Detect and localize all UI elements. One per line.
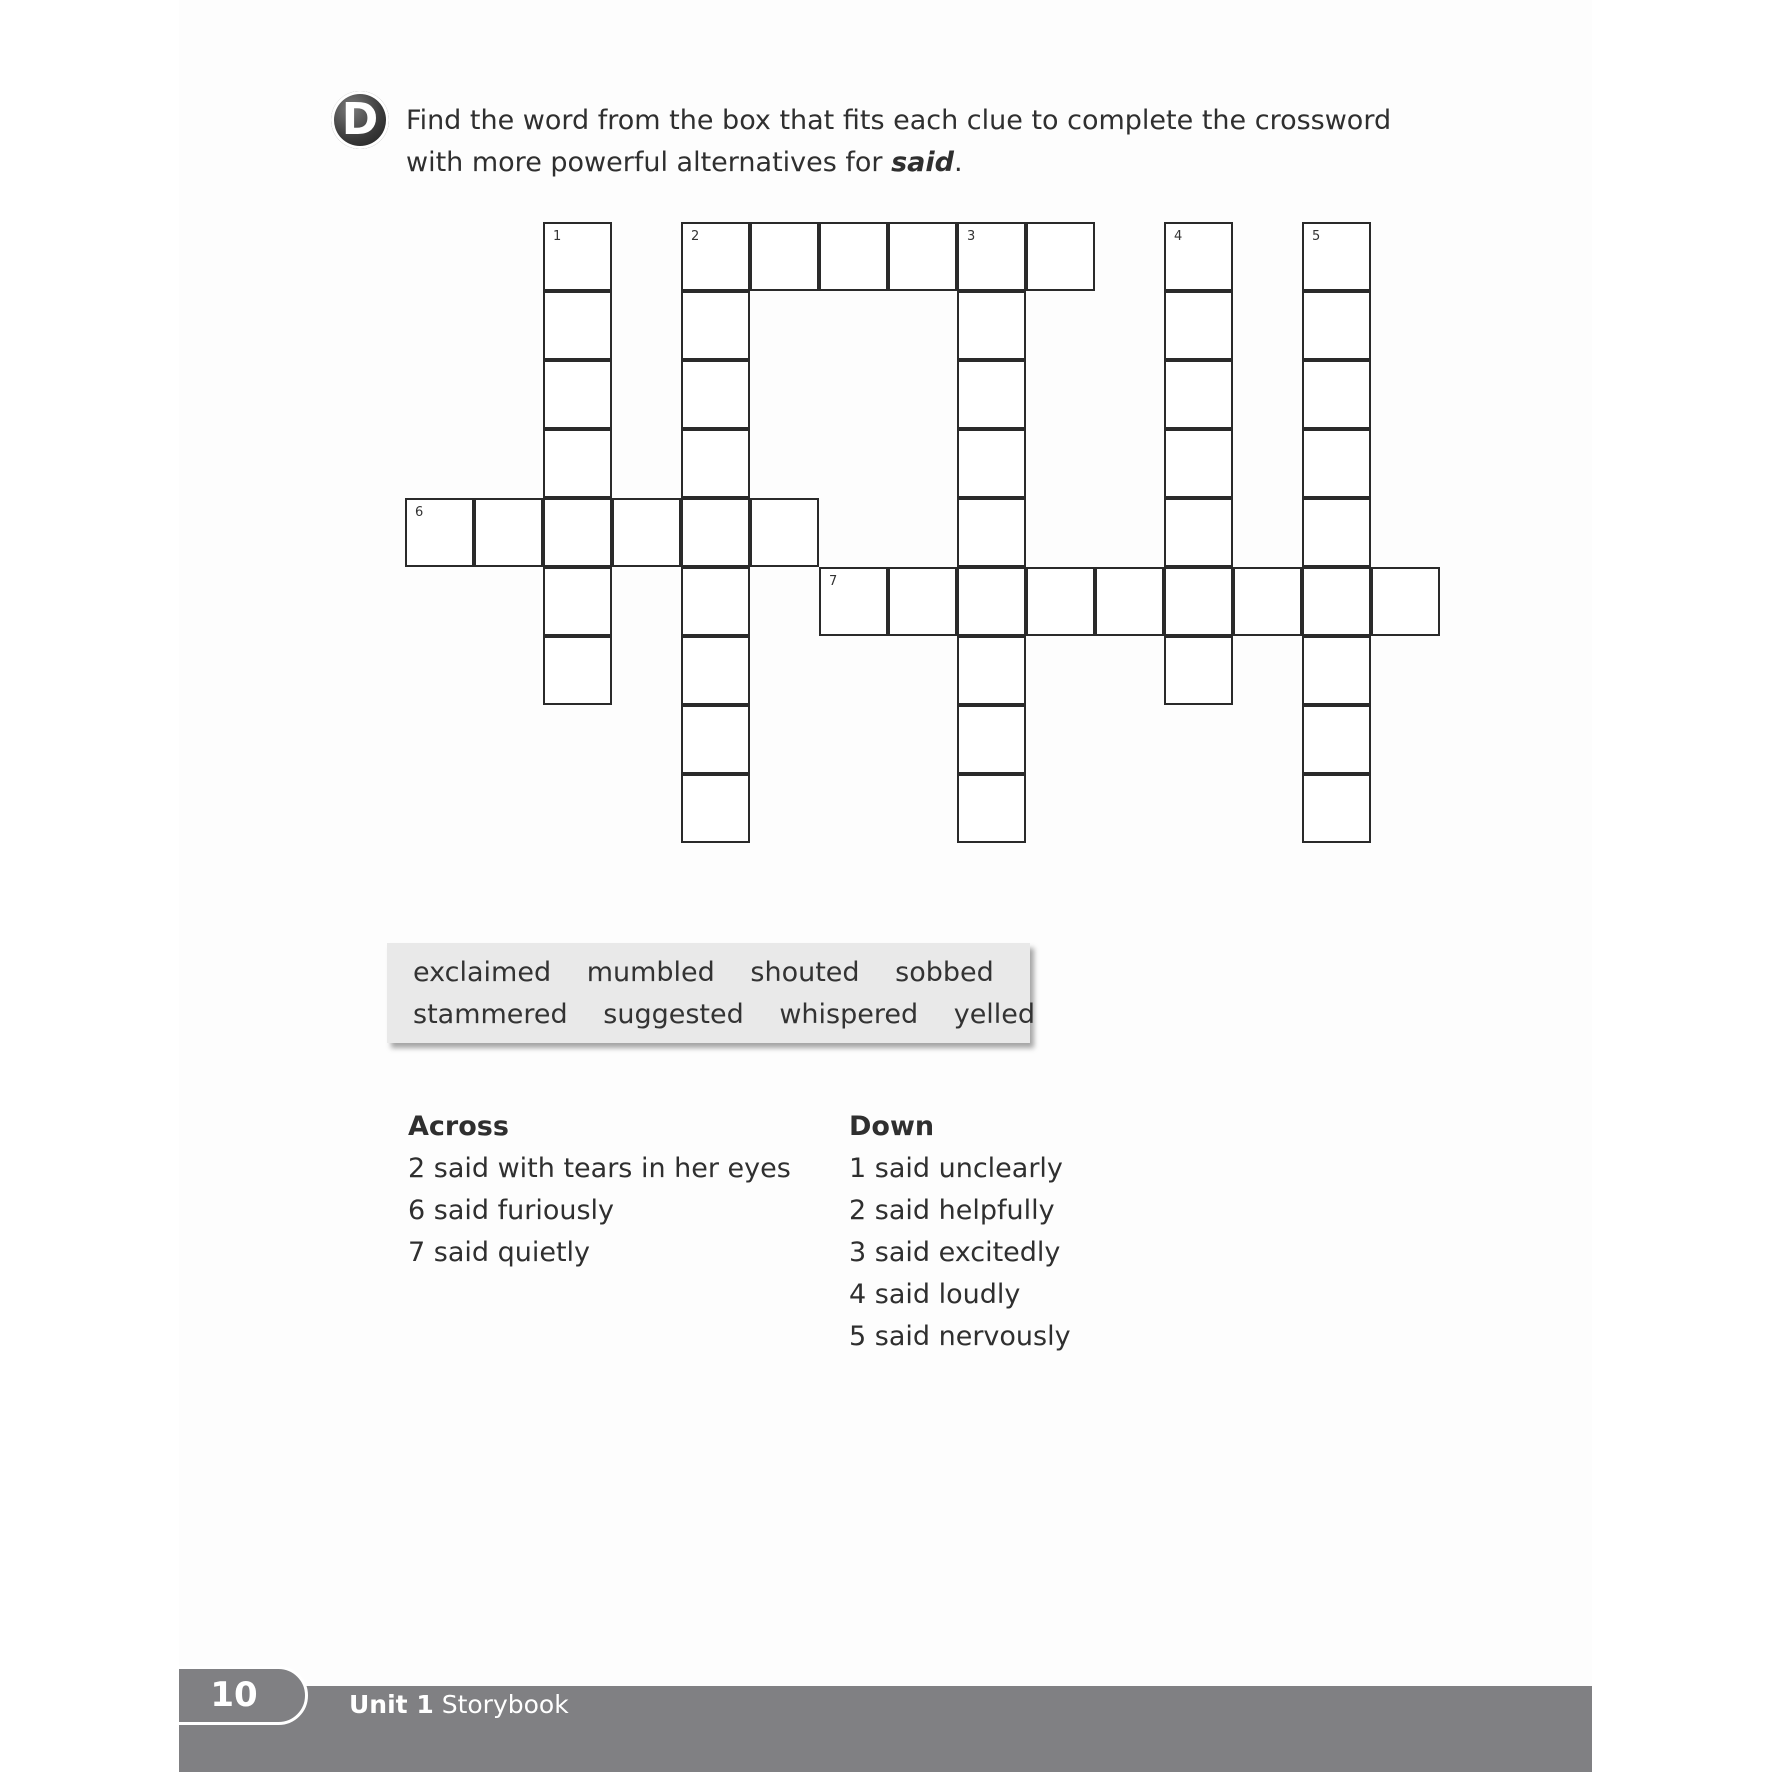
footer-unit: Unit 1	[349, 1690, 434, 1719]
crossword-cell[interactable]	[819, 567, 888, 636]
word-option: stammered	[413, 999, 568, 1030]
crossword-cell[interactable]	[1302, 705, 1371, 774]
crossword-cell[interactable]	[1164, 291, 1233, 360]
page-number-tab	[176, 1666, 308, 1725]
crossword-cell[interactable]	[1302, 360, 1371, 429]
crossword-cell[interactable]	[543, 360, 612, 429]
down-clue: 5 said nervously	[849, 1321, 1071, 1352]
crossword-cell[interactable]	[1371, 567, 1440, 636]
crossword-cell[interactable]	[957, 774, 1026, 843]
crossword-cell[interactable]	[819, 222, 888, 291]
crossword-cell[interactable]	[957, 360, 1026, 429]
crossword-cell[interactable]	[888, 222, 957, 291]
crossword-cell[interactable]	[1164, 567, 1233, 636]
crossword-cell[interactable]	[1233, 567, 1302, 636]
crossword-cell[interactable]	[957, 291, 1026, 360]
crossword-cell[interactable]	[1302, 291, 1371, 360]
footer-book-title: Storybook	[441, 1690, 569, 1719]
down-clue: 4 said loudly	[849, 1279, 1021, 1310]
clue-number-7: 7	[829, 574, 838, 589]
crossword-cell[interactable]	[1302, 222, 1371, 291]
crossword-cell[interactable]	[957, 705, 1026, 774]
instruction-emphasis: said	[891, 147, 954, 178]
word-box-row	[413, 957, 1021, 988]
crossword-cell[interactable]	[957, 567, 1026, 636]
across-clue: 2 said with tears in her eyes	[408, 1153, 791, 1184]
crossword-cell[interactable]	[1302, 429, 1371, 498]
across-heading: Across	[408, 1111, 509, 1142]
crossword-cell[interactable]	[750, 498, 819, 567]
crossword-cell[interactable]	[681, 774, 750, 843]
word-option: suggested	[603, 999, 744, 1030]
crossword-cell[interactable]	[543, 222, 612, 291]
across-clue: 6 said furiously	[408, 1195, 614, 1226]
crossword-cell[interactable]	[1302, 498, 1371, 567]
crossword-cell[interactable]	[957, 498, 1026, 567]
crossword-cell[interactable]	[681, 222, 750, 291]
clue-number-4: 4	[1174, 229, 1183, 244]
crossword-cell[interactable]	[681, 498, 750, 567]
word-box-row	[413, 999, 1062, 1030]
crossword-cell[interactable]	[957, 222, 1026, 291]
crossword-cell[interactable]	[1164, 222, 1233, 291]
clue-number-2: 2	[691, 229, 700, 244]
crossword-cell[interactable]	[681, 429, 750, 498]
clue-number-3: 3	[967, 229, 976, 244]
word-option: mumbled	[586, 957, 715, 988]
across-clue: 7 said quietly	[408, 1237, 591, 1268]
crossword-cell[interactable]	[888, 567, 957, 636]
crossword-cell[interactable]	[1164, 498, 1233, 567]
crossword-cell[interactable]	[1026, 567, 1095, 636]
page-number: 10	[210, 1675, 258, 1715]
crossword-cell[interactable]	[957, 429, 1026, 498]
word-option: shouted	[750, 957, 860, 988]
crossword-cell[interactable]	[681, 636, 750, 705]
crossword-cell[interactable]	[681, 567, 750, 636]
word-option: yelled	[953, 999, 1036, 1030]
clue-number-1: 1	[553, 229, 562, 244]
down-heading: Down	[849, 1111, 935, 1142]
crossword-cell[interactable]	[405, 498, 474, 567]
crossword-cell[interactable]	[957, 636, 1026, 705]
word-option: sobbed	[895, 957, 994, 988]
crossword-cell[interactable]	[543, 567, 612, 636]
crossword-cell[interactable]	[681, 360, 750, 429]
instructions	[406, 100, 1436, 184]
task-letter: D	[341, 94, 379, 145]
clue-number-5: 5	[1312, 229, 1321, 244]
crossword-cell[interactable]	[1302, 774, 1371, 843]
crossword-cell[interactable]	[1164, 429, 1233, 498]
crossword-cell[interactable]	[681, 705, 750, 774]
crossword-cell[interactable]	[612, 498, 681, 567]
crossword-cell[interactable]	[681, 291, 750, 360]
crossword-cell[interactable]	[543, 429, 612, 498]
crossword-cell[interactable]	[543, 291, 612, 360]
crossword-cell[interactable]	[1026, 222, 1095, 291]
word-option: exclaimed	[413, 957, 552, 988]
crossword-cell[interactable]	[543, 498, 612, 567]
instruction-text: Find the word from the box that fits each clue to complete the crossword with more powerful alternatives for	[406, 105, 1392, 178]
crossword-cell[interactable]	[543, 636, 612, 705]
crossword-cell[interactable]	[474, 498, 543, 567]
down-clue: 3 said excitedly	[849, 1237, 1061, 1268]
crossword-cell[interactable]	[1095, 567, 1164, 636]
crossword-cell[interactable]	[1164, 360, 1233, 429]
task-letter-badge	[331, 91, 389, 149]
crossword-cell[interactable]	[1302, 567, 1371, 636]
instruction-end: .	[953, 147, 963, 178]
clue-number-6: 6	[415, 505, 424, 520]
down-clue: 2 said helpfully	[849, 1195, 1055, 1226]
crossword-cell[interactable]	[750, 222, 819, 291]
crossword-cell[interactable]	[1164, 636, 1233, 705]
crossword-cell[interactable]	[1302, 636, 1371, 705]
down-clue: 1 said unclearly	[849, 1153, 1063, 1184]
footer-title	[349, 1689, 569, 1721]
word-box	[387, 943, 1036, 1043]
word-option: whispered	[779, 999, 919, 1030]
